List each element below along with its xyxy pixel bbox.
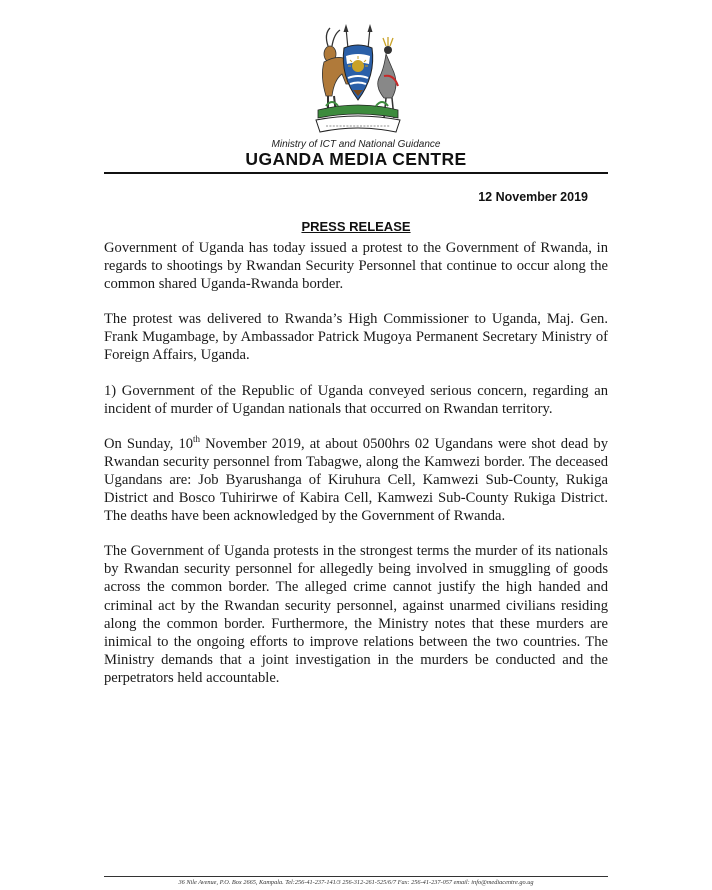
footer-divider (104, 876, 608, 877)
press-release-heading: PRESS RELEASE (301, 219, 411, 234)
paragraph-4 (104, 435, 608, 525)
release-date: 12 November 2019 (478, 190, 588, 204)
media-centre-title: UGANDA MEDIA CENTRE (245, 149, 467, 169)
paragraph-2: The protest was delivered to Rwanda’s High Commissioner to Uganda, Maj. Gen. Frank Mugambage, by Ambassador Patrick Mugoya Permanent Secretary Ministry of Foreign Affairs, Uganda. (104, 311, 608, 364)
paragraph-3: 1) Government of the Republic of Uganda conveyed serious concern, regarding an incident of murder of Ugandan nationals that occurred on Rwandan territory. (104, 382, 608, 417)
ordinal-suffix: th (193, 433, 201, 444)
paragraph-4-rest: November 2019, at about 0500hrs 02 Ugandans were shot dead by Rwandan security personnel from Tabagwe, along the Kamwezi border. The deceased Ugandans are: Job Byarushanga of Kiruhura Cell, Kamwezi Sub-County, Rukiga District and Bosco Tuhirirwe of Kabira Cell, Kamwezi Sub-County Rukiga District. The deaths have been acknowledged by the Government of Rwanda. (104, 435, 608, 525)
contact-footer: 36 Nile Avenue, P.O. Box 2665, Kampala. Tel:256-41-237-141/3 256-312-261-525/6/7 Fax: 256-41-237-057 email: info@mediacentre.go.ug (178, 879, 534, 886)
paragraph-5: The Government of Uganda protests in the strongest terms the murder of its nationals by Rwandan security personnel for allegedly being involved in smuggling of goods across the common border. The alleged crime cannot justify the high handed and criminal act by the Rwandan security personnel, against unarmed civilians residing along the common border. Furthermore, the Ministry notes that these murders are inimical to the ongoing efforts to improve relations between the two countries. The Ministry demands that a joint investigation in the murders be conducted and the perpetrators held accountable. (104, 543, 608, 686)
ministry-name: Ministry of ICT and National Guidance (271, 139, 441, 150)
paragraph-1: Government of Uganda has today issued a protest to the Government of Rwanda, in regards to shootings by Rwandan Security Personnel that continue to occur along the common shared Uganda-Rwanda border. (104, 240, 608, 293)
header-divider (104, 172, 608, 174)
release-body (104, 239, 608, 704)
paragraph-4-lead: On Sunday, 10 (104, 435, 194, 452)
uganda-coat-of-arms-icon (306, 22, 410, 137)
